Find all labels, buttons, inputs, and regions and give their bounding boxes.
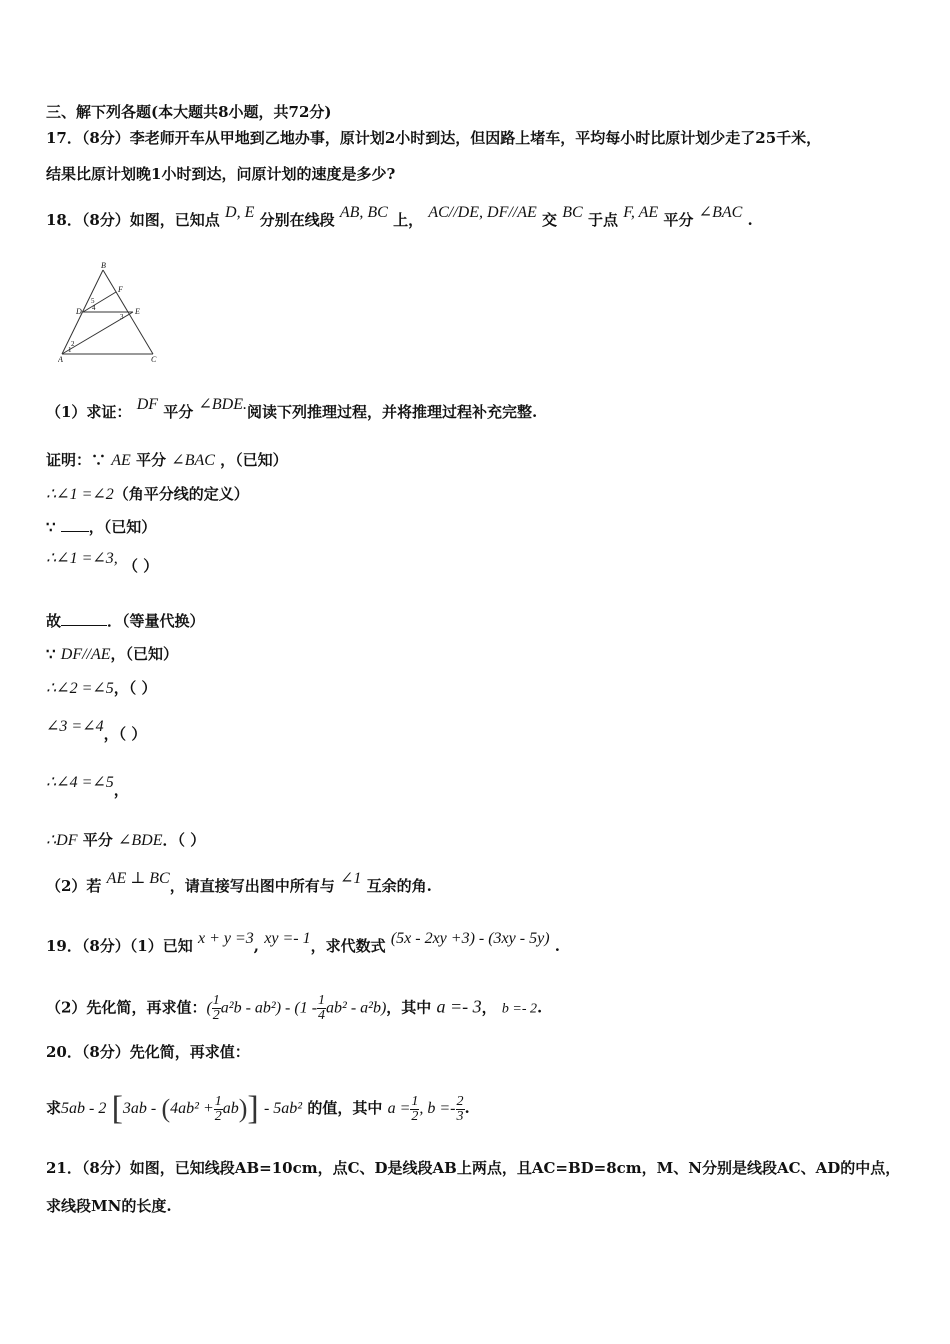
angle-2: 2 — [71, 340, 75, 348]
proof-s8-m: ∠3 =∠4 — [46, 718, 104, 735]
q20-bracket-close: ] — [247, 1090, 259, 1127]
q18-p2-m: AE ⊥ BC — [106, 870, 170, 887]
q18-part1 — [46, 396, 538, 423]
segment-df — [83, 292, 116, 312]
proof-step-8 — [46, 718, 147, 745]
q19-part1: 19．（8分）（1）已知 x + y =3, xy =- 1，求代数式 (5x - 2xy +3) - (3xy - 5y) . — [46, 930, 560, 955]
q18-statement — [46, 204, 753, 231]
q19-frac2-num: 1 — [318, 993, 326, 1008]
q18-head: 18．（8分）如图，已知点 — [46, 211, 220, 229]
q20-paren-open: ( — [161, 1094, 171, 1123]
q20-expression — [46, 1090, 470, 1127]
q20-qiu: 求 — [46, 1099, 62, 1117]
q21-line1: 21．（8分）如图，已知线段AB=10cm，点C、D是线段AB上两点，且AC=BD=8cm，M、N分别是线段AC、AD的中点， — [46, 1159, 901, 1177]
q20-frac3-num: 2 — [456, 1093, 464, 1109]
q17-line2: 结果比原计划晚1小时到达，问原计划的速度是多少? — [46, 165, 396, 183]
proof-s6-m: DF//AE — [60, 646, 111, 663]
proof-step-3 — [46, 517, 156, 537]
q20-frac2-den: 2 — [411, 1108, 419, 1124]
proof-s3-a: ∵ — [46, 518, 56, 536]
angle-3: 3 — [120, 313, 124, 321]
q18-text3: 交 — [542, 211, 558, 229]
q17-line1: 17．（8分）李老师开车从甲地到乙地办事，原计划2小时到达，但因路上堵车，平均每小时比原计划少走了25千米， — [46, 129, 822, 147]
proof-s1-d: ，（已知） — [220, 451, 288, 469]
q19-frac2-den: 4 — [318, 1008, 326, 1023]
proof-s10-r: ．（ ） — [162, 831, 206, 849]
proof-step-9 — [46, 774, 129, 801]
q19-p2-comma: ， — [481, 998, 497, 1017]
proof-s2-m: ∴∠1 =∠2 — [46, 486, 114, 503]
q18-p1-tail: 阅读下列推理过程，并将推理过程补充完整. — [247, 403, 538, 421]
proof-s8-r: ，（ ） — [103, 725, 147, 743]
triangle-figure — [58, 262, 162, 366]
label-c: C — [151, 355, 157, 364]
label-d: D — [76, 307, 82, 316]
q19-p2-e1: ( — [206, 999, 212, 1017]
proof-s9-m: ∴∠4 =∠5 — [46, 774, 114, 791]
q19-p2-t: ，其中 — [386, 998, 432, 1017]
q18-p2-a: （2）若 — [46, 877, 102, 895]
proof-s6-r: ，（已知） — [110, 645, 179, 663]
q20-e5: - 5ab² — [263, 1100, 303, 1117]
q20-frac-1 — [214, 1095, 223, 1124]
proof-s10-c: ∠BDE — [118, 832, 163, 849]
q20-bracket-open: [ — [111, 1090, 123, 1127]
q18-text2: 上， — [393, 211, 424, 229]
q18-p1-text: 平分 — [163, 403, 194, 421]
q18-fae: F, AE — [623, 204, 659, 221]
q20-e3: 4ab² + — [170, 1100, 214, 1117]
proof-s6-a: ∵ — [46, 645, 56, 663]
label-e: E — [135, 307, 140, 316]
proof-step-7 — [46, 678, 157, 699]
proof-s7-m: ∴∠2 =∠5 — [46, 680, 114, 697]
proof-s9-r: ， — [113, 781, 129, 799]
proof-step-6 — [46, 644, 178, 665]
q20-frac2-num: 1 — [411, 1093, 419, 1109]
q18-p1-df: DF — [136, 396, 159, 413]
q19-frac1-den: 2 — [212, 1008, 220, 1023]
q19-end: . — [554, 937, 560, 955]
q19-p2-e2: a²b - ab²) - (1 - — [220, 999, 318, 1017]
q20-e1: 5ab - 2 — [61, 1100, 107, 1117]
proof-s1-c: ∠BAC — [171, 452, 215, 469]
proof-s5-a: 故 — [46, 612, 62, 630]
section-header: 三、解下列各题(本大题共8小题，共72分) — [46, 103, 332, 121]
q18-bac: ∠BAC — [698, 204, 743, 221]
q20-e6: a = — [387, 1100, 411, 1117]
q18-text5: 平分 — [663, 211, 694, 229]
q20-e4: ab — [222, 1100, 239, 1117]
proof-s7-r: ，（ ） — [113, 679, 157, 697]
proof-s3-r: ，（已知） — [88, 518, 157, 536]
q19-expr: (5x - 2xy +3) - (3xy - 5y) — [390, 930, 550, 947]
angle-4: 4 — [92, 304, 96, 312]
q20-head: 20．（8分）先化简，再求值： — [46, 1043, 250, 1061]
q18-bc: BC — [562, 204, 583, 221]
proof-s10-b: 平分 — [82, 831, 113, 849]
q18-p2-d: 互余的角. — [366, 877, 432, 895]
q19-p2-head: （2）先化简，再求值： — [46, 998, 207, 1017]
q18-text4: 于点 — [587, 211, 618, 229]
q18-text1: 分别在线段 — [259, 211, 335, 229]
proof-s4-m: ∴∠1 =∠3, — [46, 550, 118, 567]
angle-1: 1 — [68, 346, 72, 354]
q18-points-de: D, E — [225, 204, 255, 221]
q20-paren-close: ) — [238, 1094, 248, 1123]
q19-head: 19．（8分）（1）已知 — [46, 937, 193, 955]
q19-frac1-num: 1 — [212, 993, 220, 1008]
proof-s1-m: AE — [111, 452, 131, 469]
proof-s1-b: 平分 — [136, 451, 167, 469]
label-b: B — [101, 262, 106, 270]
angle-5: 5 — [91, 297, 95, 305]
proof-s5-r: ．（等量代换） — [107, 612, 205, 630]
proof-step-4 — [46, 550, 159, 577]
q19-p2-a: a =- 3 — [436, 996, 482, 1017]
proof-step-2 — [46, 484, 249, 505]
q18-p1-label: （1）求证： — [46, 403, 132, 421]
q18-text6: . — [747, 211, 753, 229]
q18-segments: AB, BC — [339, 204, 388, 221]
q21-line2: 求线段MN的长度. — [46, 1197, 172, 1215]
proof-s4-r: （ ） — [123, 557, 159, 575]
q20-e7: , b =- — [419, 1100, 456, 1117]
proof-s3-blank[interactable] — [61, 517, 89, 532]
q19-e2: xy =- 1 — [264, 930, 311, 947]
q20-frac1-num: 1 — [214, 1093, 222, 1109]
proof-step-1 — [46, 450, 288, 471]
q18-p1-bde: ∠BDE. — [198, 396, 248, 413]
proof-s5-blank[interactable] — [61, 611, 107, 626]
q18-part2 — [46, 870, 432, 897]
q20-frac3-den: 3 — [456, 1108, 464, 1124]
q19-p2-b: b =- 2 — [501, 1001, 538, 1017]
label-a: A — [58, 355, 63, 364]
q18-p2-b: ，请直接写出图中所有与 — [169, 877, 335, 895]
q20-e2: 3ab - — [122, 1100, 157, 1117]
proof-step-10 — [46, 830, 205, 851]
q19-frac-2 — [317, 994, 326, 1023]
label-f: F — [118, 285, 123, 294]
q20-frac1-den: 2 — [214, 1108, 222, 1124]
q19-frac-1 — [212, 994, 221, 1023]
q20-frac-3 — [456, 1095, 465, 1124]
proof-s2-r: （角平分线的定义） — [113, 485, 249, 503]
q19-e1: x + y =3 — [197, 930, 254, 947]
q20-t1: 的值，其中 — [307, 1099, 383, 1117]
q18-p2-c: ∠1 — [339, 870, 362, 887]
proof-s10-m: ∴DF — [46, 832, 78, 849]
q20-end: . — [464, 1099, 470, 1117]
q19-t1: ，求代数式 — [310, 937, 386, 955]
proof-s1-a: 证明：∵ — [46, 451, 107, 469]
proof-step-5 — [46, 611, 205, 631]
q19-p2-e3: ab² - a²b) — [326, 999, 387, 1017]
q18-parallel: AC//DE, DF//AE — [428, 204, 537, 221]
q19-part2 — [46, 994, 542, 1023]
q19-p2-end: . — [537, 998, 543, 1017]
